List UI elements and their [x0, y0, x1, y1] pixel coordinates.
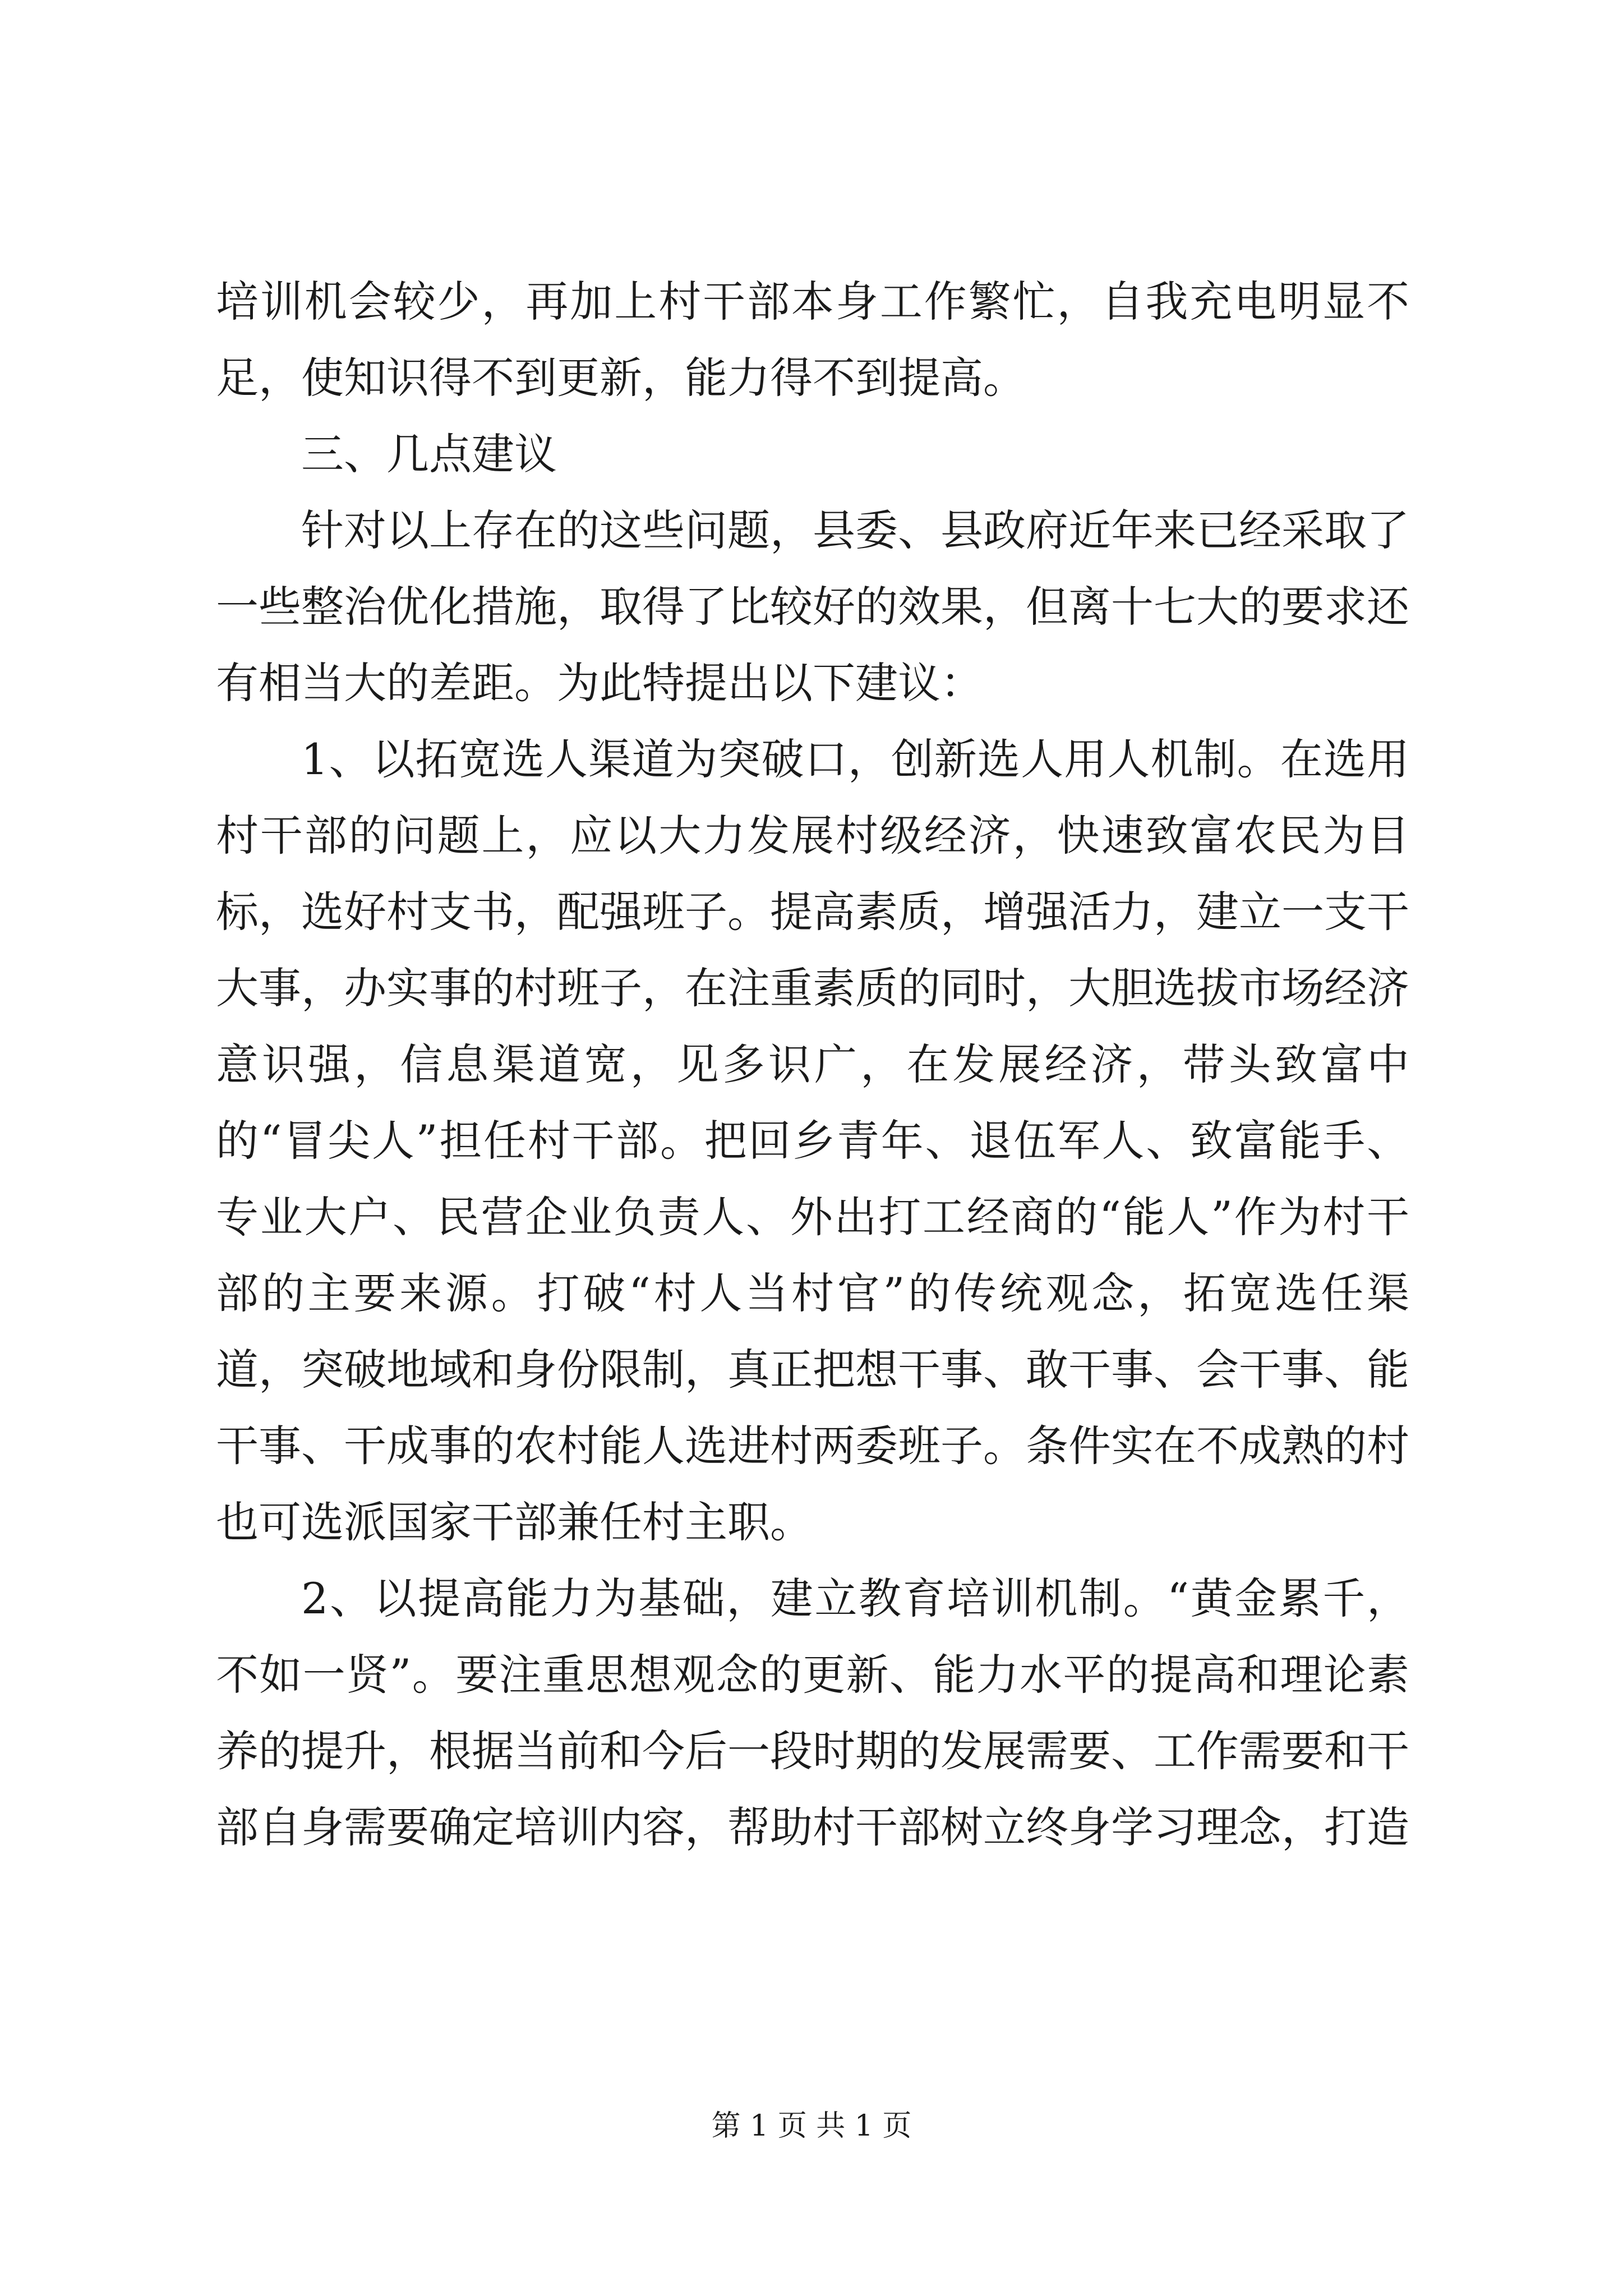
paragraph-intro-suggestions: 针对以上存在的这些问题，县委、县政府近年来已经采取了一些整治优化措施，取得了比较好的效果，但离十七大的要求还有相当大的差距。为此特提出以下建议： [216, 505, 1409, 708]
page-footer: 第 1 页 共 1 页 [711, 2109, 912, 2143]
paragraph-suggestion-1: 1、以拓宽选人渠道为突破口，创新选人用人机制。在选用村干部的问题上，应以大力发展村级经济，快速致富农民为目标，选好村支书，配强班子。提高素质，增强活力，建立一支干大事，办实事的村班子，在注重素质的同时，大胆选拔市场经济意识强，信息渠道宽，见多识广，在发展经济，带头致富中的“冒尖人”担任村干部。把回乡青年、退伍军人、致富能手、专业大户、民营企业负责人、外出打工经商的“能人”作为村干部的主要来源。打破“村人当村官”的传统观念，拓宽选任渠道，突破地域和身份限制，真正把想干事、敢干事、会干事、能干事、干成事的农村能人选进村两委班子。条件实在不成熟的村也可选派国家干部兼任村主职。 [216, 734, 1409, 1547]
section-heading-suggestions: 三、几点建议 [301, 429, 557, 479]
document-body [216, 264, 1409, 1866]
paragraph-training-shortage: 培训机会较少，再加上村干部本身工作繁忙，自我充电明显不足，使知识得不到更新，能力得不到提高。 [216, 277, 1409, 403]
paragraph-suggestion-2: 2、以提高能力为基础，建立教育培训机制。“黄金累千，不如一贤”。要注重思想观念的更新、能力水平的提高和理论素养的提升，根据当前和今后一段时期的发展需要、工作需要和干部自身需要确定培训内容，帮助村干部树立终身学习理念，打造 [216, 1573, 1409, 1852]
